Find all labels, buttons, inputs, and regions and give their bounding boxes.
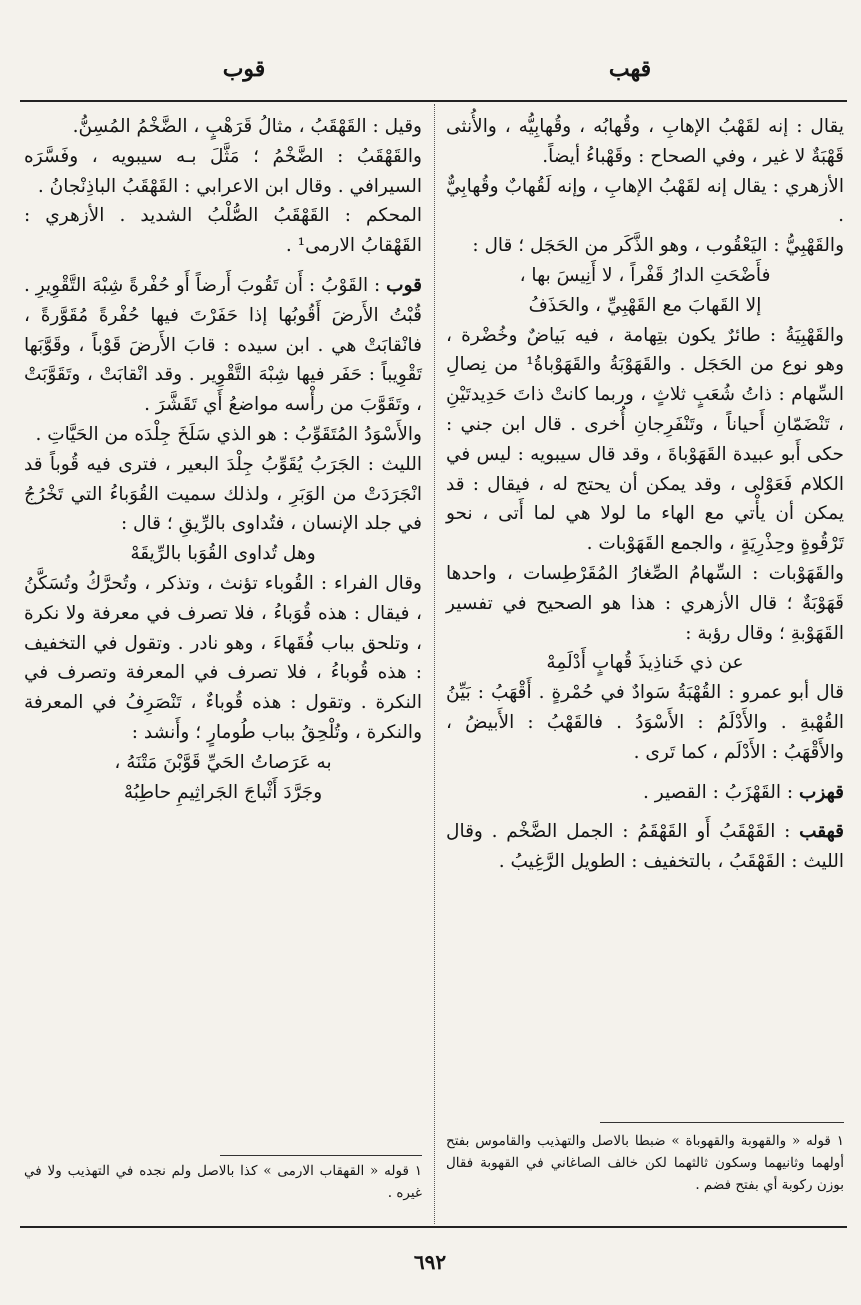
paragraph: الليث : الجَرَبُ يُقَوِّبُ جِلْدَ البعير ، فترى فيه قُوباً قد انْجَرَدَتْ من الوَبَرِ ، ولذلك سميت القُوَباءُ التي تَخْرُجُ في جلد الإنسان ، فتُداوى بالرِّيقِ ؛ قال : xyxy=(24,453,422,535)
paragraph: قال أبو عمرو : القُهْبَةُ سَوادٌ في حُمْرةٍ . أَقْهَبُ : بَيِّنُ القُهْبةِ . والأَدْلَمُ : الأَسْوَدُ . فالقَهْبُ : الأَبيضُ ، والأَقْهَبُ : الأَدْلَم ، كما تَرى . xyxy=(446,682,844,763)
entry-headword: قوب xyxy=(386,274,422,296)
running-header-left: قوب xyxy=(222,56,266,82)
left-column xyxy=(24,112,422,807)
entry-headword: قهقب xyxy=(799,821,844,843)
entry-qahzab xyxy=(446,778,844,808)
paragraph: المحكم : القَهْقَبُ الصُّلْبُ الشديد . الأزهري : القَهْقابُ الارمى¹ . xyxy=(24,205,422,257)
footnote-rule xyxy=(600,1122,844,1123)
right-column xyxy=(446,112,844,877)
footnote-right: ١ قوله « والقهوبة والقهوباة » ضبطا بالاصل والتهذيب والقاموس بفتح أولهما وثانيهما وسكون ثالثهما لكن خالف الصاغاني في القهوبة فقال بوزن ركوبة أي بفتح فضم . xyxy=(446,1133,844,1193)
verse-line: عن ذي خَناذِيذَ قُهابٍ أَدْلَمِهْ xyxy=(546,652,744,674)
entry-qawb xyxy=(24,271,422,301)
paragraph: الأزهري : يقال إنه لقَهْبُ الإهابِ ، وإنه لَقُهابٌ وقُهابِيٌّ . xyxy=(446,175,844,227)
footnote-rule xyxy=(220,1155,422,1156)
footnote-left: ١ قوله « القهقاب الارمى » كذا بالاصل ولم نجده في التهذيب ولا في غيره . xyxy=(24,1163,422,1201)
paragraph: يقال : إنه لقَهْبُ الإهابِ ، وقُهابُه ، وقُهابِيُّه ، والأُنثى قَهْبَةٌ لا غير ، وفي الصحاح : وقَهْباءُ أيضاً. xyxy=(446,116,844,167)
paragraph: والأَسْوَدُ المُتَقَوِّبُ : هو الذي سَلَخَ جِلْدَه من الحَيَّاتِ . xyxy=(35,423,422,445)
entry-text: : القَوْبُ : أَن تَقُوبَ أَرضاً أَو حُفْرةً شِبْهَ التَّقْوِيرِ . xyxy=(23,274,381,296)
paragraph: وقال الفراء : القُوباء تؤنث ، وتذكر ، وتُحرَّكُ وتُسَكَّنُ ، فيقال : هذه قُوَباءُ ، فلا تصرف في معرفة ولا نكرة ، وتلحق بباب فُقَهاءَ ، وهو نادر . وتقول في التخفيف : هذه قُوباءُ ، فلا تصرف في المعرفة وتصرف في النكرة . وتقول : هذه قُوباءٌ ، تَنْصَرِفُ في المعرفة والنكرة ، وتُلْحِقُ بباب طُومارٍ ؛ وأَنشد : xyxy=(24,572,422,743)
footer-rule xyxy=(20,1226,847,1228)
entry-text: : القَهْزَبُ : القصير . xyxy=(642,781,794,803)
paragraph: والقَهْبِيَةُ : طائرٌ يكون بتِهامة ، فيه بَياضٌ وخُضْرة ، وهو نوع من الحَجَل . والقَهَوْبَةُ والقَهَوْباةُ¹ من نِصالِ السِّهام : ذاتُ شُعَبٍ ثلاثٍ ، وربما كانتْ ذاتَ حَدِيدتَيْنِ ، تَنْضَمّانِ أَحياناً ، وتَنْفَرِجانِ أُخرى . قال ابن جني : حكى أَبو عبيدة القَهَوْباةَ ، وقد قال سيبويه : ليس في الكلام فَعَوْلى ، وقد يمكن أن يحتج له ، فيقال : قد يمكن أن يأْتي مع الهاء ما لولا هي لما أَتى ، نحو تَرْقُوةٍ وحِذْرِيَةٍ ، والجمع القَهَوْبات . xyxy=(446,324,844,555)
verse-line: إلا القَهابَ مع القَهْبِيِّ ، والحَذَفُ xyxy=(528,294,762,316)
paragraph: والقَهْقَبُ : الضَّخْمُ ؛ مَثَّلَ بـه سيبويه ، وفَسَّرَه السيرافي . وقال ابن الاعرابي : القَهْقَبُ الباذِنْجانُ . xyxy=(24,145,422,197)
paragraph: والقَهَوْبات : السِّهامُ الصِّغارُ المُقَرْطِسات ، واحدها قَهَوْبَةٌ ؛ قال الأزهري : هذا هو الصحيح في تفسير القَهَوْبةِ ؛ وقال رؤبة : xyxy=(446,562,844,644)
entry-qahqab xyxy=(446,817,844,877)
verse-line: وجَرَّدَ أَثْباجَ الجَراثِيمِ حاطِبُهْ xyxy=(123,781,323,803)
paragraph: والقَهْبِيُّ : اليَعْقُوب ، وهو الذَّكَر من الحَجَل ؛ قال : xyxy=(472,235,844,257)
verse-line: به عَرَصاتُ الحَيِّ قَوَّبْنَ مَتْنَهُ ، xyxy=(114,751,332,773)
paragraph: قُبْتُ الأَرضَ أَقُوبُها إذا حَفَرْتَ فيها حُفْرةً مُقَوَّرةً ، فانْقابَتْ هي . ابن سيده : قابَ الأَرضَ قَوْباً ، وقَوَّبَها تَقْوِيباً : حَفَر فيها شِبْهَ التَّقْوِير . وقد انْقابَتْ ، وتَقَوَّبَتْ ، وتَقَوَّبَ من رأْسه مواضعُ أَي تَقَشَّرَ . xyxy=(24,304,422,416)
entry-text: : القَهْقَبُ أَو القَهْقَمُ : الجمل الضَّخْم . وقال الليث : القَهْقَبُ ، بالتخفيف : الطويل الرَّغِيبُ . xyxy=(446,821,844,873)
entry-headword: قهزب xyxy=(799,781,844,803)
paragraph: وقيل : القَهْقَبُ ، مثالُ قَرَهْبٍ ، الضَّخْمُ المُسِنُّ. xyxy=(72,116,422,137)
header-rule xyxy=(20,100,847,102)
page-number: ٦٩٢ xyxy=(413,1250,447,1274)
verse-line: وهل تُداوى القُوَبا بالرِّيقَهْ xyxy=(130,543,316,565)
verse-line: فأَضْحَتِ الدارُ قَفْراً ، لا أَنِيسَ بها ، xyxy=(519,264,771,286)
column-divider xyxy=(434,104,435,1224)
running-header-right: قهب xyxy=(608,56,652,82)
